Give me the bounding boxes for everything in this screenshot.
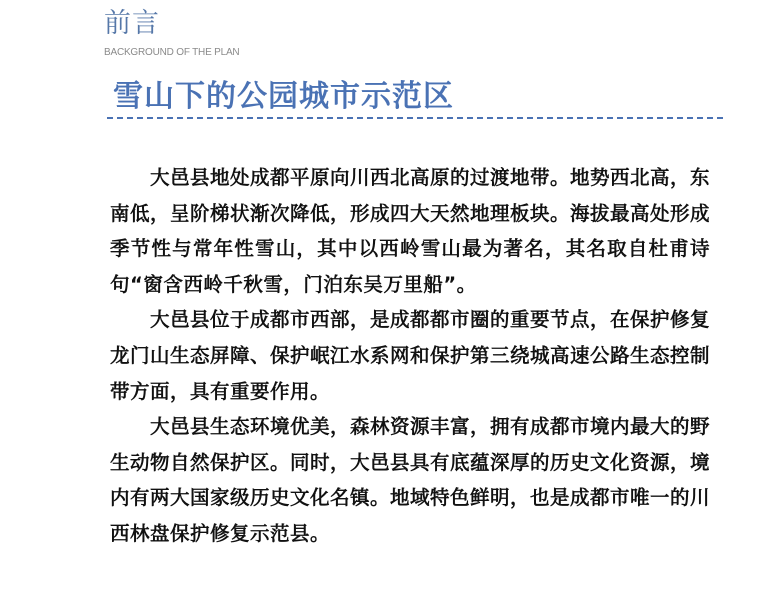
title-divider (107, 117, 723, 119)
body-text (110, 160, 710, 552)
paragraph-location: 大邑县位于成都市西部，是成都都市圈的重要节点，在保护修复龙门山生态屏障、保护岷江水系网和保护第三绕城高速公路生态控制带方面，具有重要作用。 (110, 308, 711, 403)
header-subtitle: BACKGROUND OF THE PLAN (104, 47, 240, 58)
paragraph-geography: 大邑县地处成都平原向川西北高原的过渡地带。地势西北高，东南低，呈阶梯状渐次降低，形成四大天然地理板块。海拔最高处形成季节性与常年性雪山，其中以西岭雪山最为著名，其名取自杜甫诗句“窗含西岭千秋雪，门泊东吴万里船”。 (110, 166, 711, 296)
header-title: 前言 (104, 8, 160, 39)
paragraph-ecology: 大邑县生态环境优美，森林资源丰富，拥有成都市境内最大的野生动物自然保护区。同时，大邑县具有底蕴深厚的历史文化资源，境内有两大国家级历史文化名镇。地域特色鲜明，也是成都市唯一的川西林盘保护修复示范县。 (110, 415, 711, 545)
section-title: 雪山下的公园城市示范区 (113, 79, 454, 114)
